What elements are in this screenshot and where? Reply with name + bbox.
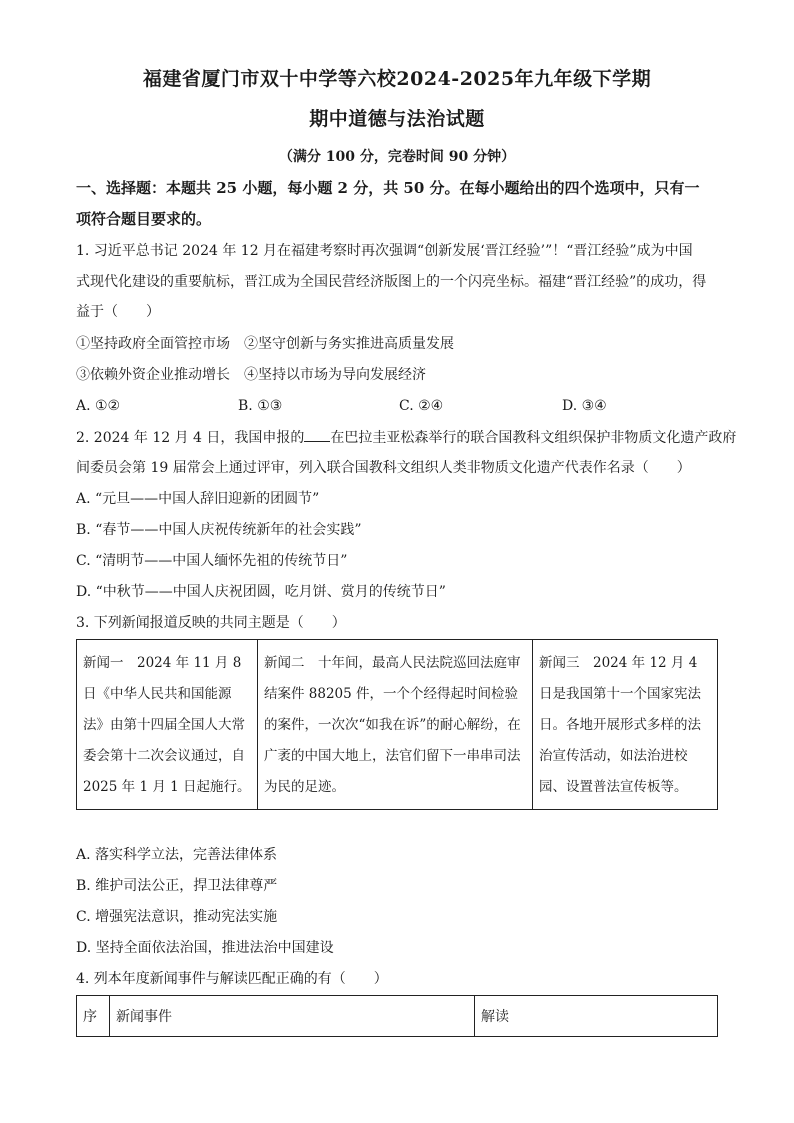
q1-statement-3-4: ③依赖外资企业推动增长 ④坚持以市场为导向发展经济 [76, 367, 426, 383]
q3-news-1: 新闻一 2024 年 11 月 8 日《中华人民共和国能源法》由第十四届全国人大常委会第十二次会议通过，自 2025 年 1 月 1 日起施行。 [77, 640, 258, 810]
q1-statement-1-2: ①坚持政府全面管控市场 ②坚守创新与务实推进高质量发展 [76, 336, 454, 352]
q2-option-c[interactable]: C. “清明节——中国人缅怀先祖的传统节日” [76, 553, 348, 569]
q3-news-3: 新闻三 2024 年 12 月 4 日是我国第十一个国家宪法日。各地开展形式多样的法治宣传活动，如法治进校园、设置普法宣传板等。 [533, 640, 718, 810]
q2-stem-suffix: 在巴拉圭亚松森举行的联合国教科文组织保护非物质文化遗产政府 [330, 430, 737, 446]
q2-option-a[interactable]: A. “元旦——中国人辞旧迎新的团圆节” [76, 491, 320, 507]
q4-stem: 4. 列本年度新闻事件与解读匹配正确的有（ ） [76, 971, 388, 987]
table-row [77, 640, 718, 810]
q2-option-d[interactable]: D. “中秋节——中国人庆祝团圆，吃月饼、赏月的传统节日” [76, 584, 446, 600]
q2-stem-line2: 间委员会第 19 届常会上通过评审，列入联合国教科文组织人类非物质文化遗产代表作名录（ ） [76, 460, 691, 476]
q1-stem-line3: 益于（ ） [76, 304, 160, 320]
q2-stem-prefix: 2. 2024 年 12 月 4 日，我国申报的 [76, 430, 305, 446]
q3-news-table [76, 639, 718, 810]
exam-title-line1: 福建省厦门市双十中学等六校2024-2025年九年级下学期 [142, 68, 652, 90]
q3-option-d[interactable]: D. 坚持全面依法治国，推进法治中国建设 [76, 940, 334, 956]
q4-table [76, 995, 718, 1037]
q1-option-a[interactable]: A. ①② [76, 398, 121, 414]
q1-stem-line2: 式现代化建设的重要航标，晋江成为全国民营经济版图上的一个闪亮坐标。福建“晋江经验”的成功，得 [76, 274, 707, 290]
q3-stem: 3. 下列新闻报道反映的共同主题是（ ） [76, 615, 346, 631]
q1-stem-line1: 1. 习近平总书记 2024 年 12 月在福建考察时再次强调“创新发展‘晋江经验’”！“晋江经验”成为中国 [76, 243, 693, 259]
q3-option-c[interactable]: C. 增强宪法意识，推动宪法实施 [76, 909, 278, 925]
q1-option-c[interactable]: C. ②④ [399, 398, 444, 414]
q2-stem-line1 [76, 427, 737, 448]
q1-option-d[interactable]: D. ③④ [562, 398, 607, 414]
q3-option-b[interactable]: B. 维护司法公正，捍卫法律尊严 [76, 878, 278, 894]
section1-instruction-line2: 项符合题目要求的。 [76, 210, 212, 228]
table-header-row [77, 996, 718, 1037]
q4-col-interpretation: 解读 [475, 996, 718, 1037]
q2-answer-blank [304, 427, 330, 442]
q3-news-2: 新闻二 十年间，最高人民法院巡回法庭审结案件 88205 件，一个个经得起时间检验的案件，一次次“如我在诉”的耐心解纷，在广袤的中国大地上，法官们留下一串串司法为民的足迹。 [258, 640, 533, 810]
q4-col-event: 新闻事件 [110, 996, 475, 1037]
exam-info: （满分 100 分，完卷时间 90 分钟） [278, 149, 516, 165]
q2-option-b[interactable]: B. “春节——中国人庆祝传统新年的社会实践” [76, 522, 362, 538]
section1-instruction-line1: 一、选择题：本题共 25 小题，每小题 2 分，共 50 分。在每小题给出的四个选项中，只有一 [76, 179, 700, 197]
q3-option-a[interactable]: A. 落实科学立法，完善法律体系 [76, 847, 278, 863]
q4-col-seq: 序 [77, 996, 110, 1037]
q1-option-b[interactable]: B. ①③ [238, 398, 283, 414]
exam-title-line2: 期中道德与法治试题 [309, 108, 485, 130]
